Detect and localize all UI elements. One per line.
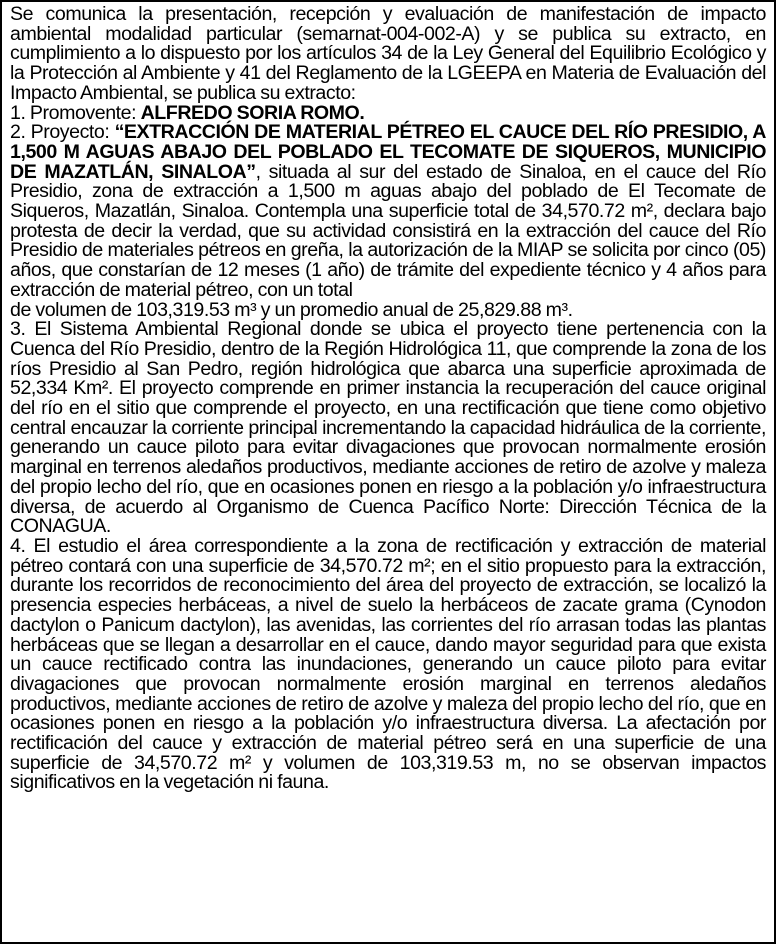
item-sistema-ambiental: 3. El Sistema Ambiental Regional donde se ubica el proyecto tiene pertenencia con la Cuenca del Río Presidio, dentro de la Región Hidrológica 11, que comprende la zona de los ríos Presidio al San Pedro, región hidrológica que abarca una superficie aproximada de 52,334 Km². El proyecto comprende en primer instancia la recuperación del cauce original del río en el sitio que comprende el proyecto, en una rectificación que tiene como objetivo central encauzar la corriente principal incrementando la capacidad hidráulica de la corriente, generando un cauce piloto para evitar divagaciones que provocan normalmente erosión marginal en terrenos aledaños productivos, mediante acciones de retiro de azolve y maleza del propio lecho del río, que en ocasiones ponen en riesgo a la población y/o infraestructura diversa, de acuerdo al Organismo de Cuenca Pacífico Norte: Dirección Técnica de la CONAGUA. [10,318,766,538]
proyecto-text: , situada al sur del estado de Sinaloa, en el cauce del Río Presidio, zona de extracción a 1,500 m aguas abajo del poblado de El Tecomate de Siqueros, Mazatlán, Sinaloa. Contempla una superficie total de 34,570.72 m², declara bajo protesta de decir la verdad, que su actividad consistirá en la extracción del cauce del Río Presidio de materiales pétreos en greña, la autorización de la MIAP se solicita por cinco (05) años, que constarían de 12 meses (1 año) de trámite del expediente técnico y 4 años para extracción de material pétreo, con un total [10,160,766,301]
intro-paragraph: Se comunica la presentación, recepción y evaluación de manifestación de impacto ambiental modalidad particular (semarnat-004-002-A) y se publica su extracto, en cumplimiento a lo dispuesto por los artículos 34 de la Ley General del Equilibrio Ecológico y la Protección al Ambiente y 41 del Reglamento de la LGEEPA en Materia de Evaluación del Impacto Ambiental, se publica su extracto: [10,3,766,104]
proyecto-label: 2. Proyecto: [10,121,115,144]
item-estudio: 4. El estudio el área correspondiente a la zona de rectificación y extracción de material pétreo contará con una superficie de 34,570.72 m²; en el sitio propuesto para la extracción, durante los recorridos de reconocimiento del área del proyecto de extracción, se localizó la presencia especies herbáceas, a nivel de suelo la herbáceos de zacate grama (Cynodon dactylon o Panicum dactylon), las avenidas, las corrientes del río arrasan todas las plantas herbáceas que se llegan a desarrollar en el cauce, dando mayor seguridad para que exista un cauce rectificado contra las inundaciones, generando un cauce piloto para evitar divagaciones que provocan normalmente erosión marginal en terrenos aledaños productivos, mediante acciones de retiro de azolve y maleza del propio lecho del río, que en ocasiones ponen en riesgo a la población y/o infraestructura diversa. La afectación por rectificación del cauce y extracción de material pétreo será en una superficie de una superficie de 34,570.72 m² y volumen de 103,319.53 m, no se observan impactos significativos en la vegetación ni fauna. [10,534,766,794]
proyecto-title: “EXTRACCIÓN DE MATERIAL PÉTREO EL CAUCE DEL RÍO PRESIDIO, A 1,500 M AGUAS ABAJO DEL POBLADO EL TECOMATE DE SIQUEROS, MUNICIPIO DE MAZATLÁN, SINALOA” [10,121,766,183]
promovente-name: ALFREDO SORIA ROMO. [140,101,365,124]
item-proyecto [10,123,766,300]
promovente-label: 1. Promovente: [10,101,141,124]
proyecto-volume: de volumen de 103,319.53 m³ y un promedio anual de 25,829.88 m³. [10,298,573,321]
